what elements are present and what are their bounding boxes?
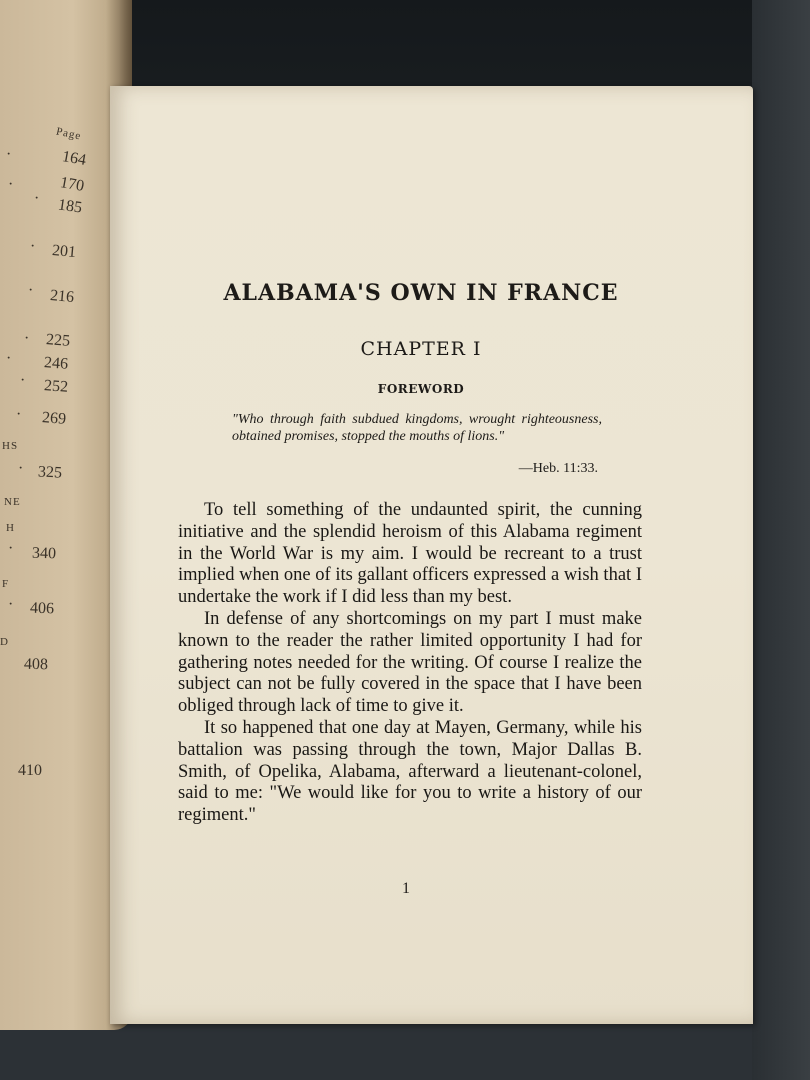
toc-page-number: 201 bbox=[51, 241, 77, 262]
toc-page-number: 216 bbox=[49, 286, 75, 307]
toc-text-fragment: NE bbox=[4, 496, 21, 508]
toc-leader-dot: · bbox=[20, 372, 26, 389]
toc-page-number: 325 bbox=[37, 463, 63, 482]
toc-page-number: 410 bbox=[18, 762, 42, 779]
paragraph: In defense of any shortcomings on my part I must make known to the reader the rather limited opportunity I had for gathering notes needed for the writing. Of course I realize the subject can not be fully covered in the space that I have been obliged through lack of time to give it. bbox=[178, 608, 642, 717]
toc-page-number: 225 bbox=[45, 331, 71, 350]
toc-text-fragment: D bbox=[0, 636, 9, 648]
toc-leader-dot: · bbox=[8, 596, 14, 613]
toc-leader-dot: · bbox=[8, 176, 14, 193]
page-number: 1 bbox=[402, 880, 410, 897]
toc-leader-dot: · bbox=[34, 190, 40, 207]
toc-page-number: 185 bbox=[57, 196, 84, 217]
paragraph: To tell something of the undaunted spirit, the cunning initiative and the splendid heroism of this Alabama regiment in the World War is my aim. I would be recreant to a trust implied when one of its gallant officers expressed a wish that I undertake the work if I did less than my best. bbox=[178, 500, 642, 608]
toc-leader-dot: · bbox=[24, 330, 30, 347]
toc-leader-dot: · bbox=[30, 238, 36, 255]
toc-text-fragment: H bbox=[6, 522, 15, 534]
body-text bbox=[178, 500, 642, 827]
epigraph-citation: —Heb. 11:33. bbox=[518, 461, 598, 476]
background-right-edge bbox=[752, 0, 810, 1080]
chapter-heading: CHAPTER I bbox=[360, 338, 482, 360]
toc-leader-dot: · bbox=[28, 282, 34, 299]
toc-page-header: Page bbox=[55, 125, 83, 143]
paragraph: It so happened that one day at Mayen, Germany, while his battalion was passing through the town, Major Dallas B. Smith, of Opelika, Alabama, afterward a lieutenant-colonel, said to me: "We would like for you to write a history of our regiment." bbox=[178, 717, 642, 826]
book-title: ALABAMA'S OWN IN FRANCE bbox=[223, 280, 619, 306]
toc-page-number: 170 bbox=[58, 174, 86, 195]
toc-text-fragment: HS bbox=[2, 440, 19, 452]
toc-page-number: 164 bbox=[60, 148, 88, 169]
toc-leader-dot: · bbox=[16, 406, 22, 423]
toc-leader-dot: · bbox=[6, 146, 12, 163]
toc-leader-dot: · bbox=[6, 350, 12, 367]
toc-page-number: 406 bbox=[29, 599, 55, 618]
toc-leader-dot: · bbox=[8, 540, 14, 557]
toc-page-number: 269 bbox=[41, 409, 67, 428]
toc-text-fragment: F bbox=[2, 578, 10, 590]
epigraph-quote: "Who through faith subdued kingdoms, wrought righteousness, obtained promises, stopped the mouths of lions." bbox=[232, 412, 602, 444]
toc-leader-dot: · bbox=[18, 460, 24, 477]
toc-page-number: 252 bbox=[43, 377, 69, 396]
toc-page-number: 408 bbox=[23, 655, 49, 674]
section-heading: FOREWORD bbox=[377, 382, 465, 396]
toc-page-number: 340 bbox=[31, 544, 57, 563]
toc-page-number: 246 bbox=[43, 354, 69, 373]
